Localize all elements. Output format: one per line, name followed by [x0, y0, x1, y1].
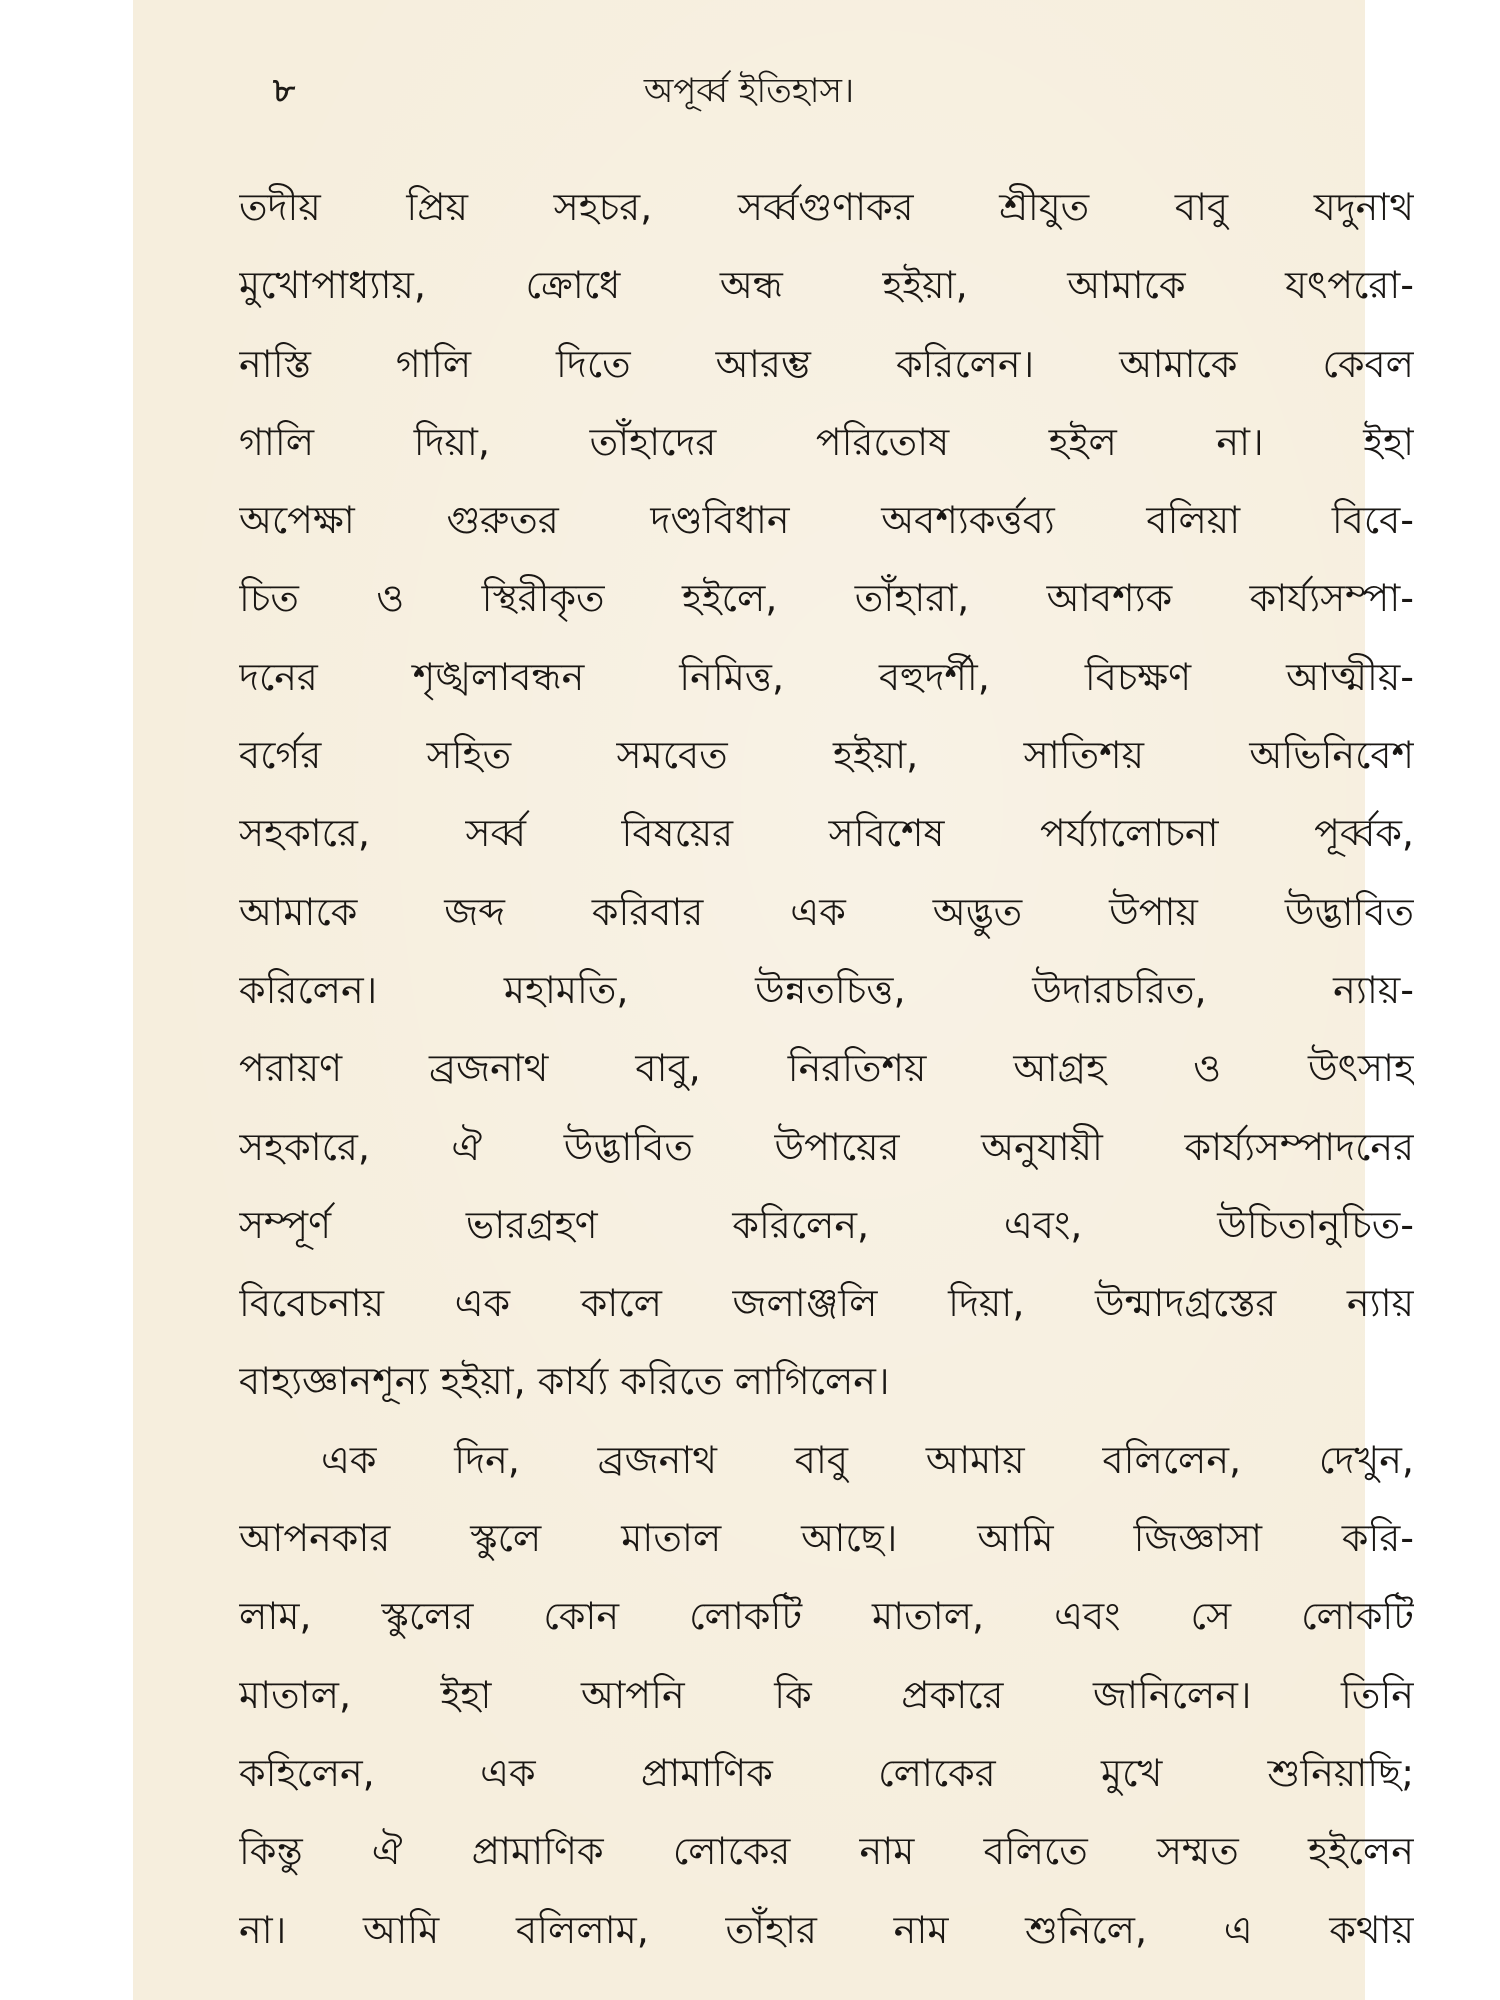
text-line: কহিলেন, এক প্রামাণিক লোকের মুখে শুনিয়াছি; [239, 1750, 1414, 1795]
text-line: বাহ্যজ্ঞানশূন্য হইয়া, কার্য্য করিতে লাগিলেন। [239, 1359, 890, 1404]
text-line: অপেক্ষা গুরুতর দণ্ডবিধান অবশ্যকর্ত্তব্য বলিয়া বিবে- [239, 498, 1414, 543]
text-line: বিবেচনায় এক কালে জলাঞ্জলি দিয়া, উন্মাদগ্রস্তের ন্যায় [239, 1281, 1414, 1326]
text-line: লাম, স্কুলের কোন লোকটি মাতাল, এবং সে লোকটি [239, 1594, 1414, 1639]
text-line: চিত ও স্থিরীকৃত হইলে, তাঁহারা, আবশ্যক কার্য্যসম্পা- [239, 576, 1414, 621]
paragraph-start-line: এক দিন, ব্রজনাথ বাবু আমায় বলিলেন, দেখুন, [321, 1437, 1414, 1482]
text-line: করিলেন। মহামতি, উন্নতচিত্ত, উদারচরিত, ন্যায়- [239, 967, 1414, 1012]
book-page [133, 0, 1414, 2000]
text-line: নাস্তি গালি দিতে আরম্ভ করিলেন। আমাকে কেবল [239, 341, 1414, 386]
text-line: না। আমি বলিলাম, তাঁহার নাম শুনিলে, এ কথায় [239, 1907, 1414, 1952]
text-line: আমাকে জব্দ করিবার এক অদ্ভুত উপায় উদ্ভাবিত [239, 889, 1414, 934]
text-line: মাতাল, ইহা আপনি কি প্রকারে জানিলেন। তিনি [239, 1672, 1414, 1717]
text-line: সহকারে, ঐ উদ্ভাবিত উপায়ের অনুযায়ী কার্য্যসম্পাদনের [239, 1124, 1414, 1169]
text-line: গালি দিয়া, তাঁহাদের পরিতোষ হইল না। ইহা [239, 419, 1414, 464]
text-line: সহকারে, সর্ব্ব বিষয়ের সবিশেষ পর্য্যালোচনা পূর্ব্বক, [239, 811, 1414, 856]
text-line: তদীয় প্রিয় সহচর, সর্ব্বগুণাকর শ্রীযুত বাবু যদুনাথ [239, 185, 1414, 229]
text-line: বর্গের সহিত সমবেত হইয়া, সাতিশয় অভিনিবেশ [239, 733, 1414, 778]
running-title: অপূর্ব্ব ইতিহাস। [643, 71, 855, 111]
text-line: কিন্তু ঐ প্রামাণিক লোকের নাম বলিতে সম্মত হইলেন [239, 1829, 1414, 1874]
page-number: ৮ [273, 71, 296, 111]
text-line: সম্পূর্ণ ভারগ্রহণ করিলেন, এবং, উচিতানুচিত- [239, 1202, 1414, 1247]
page-header [133, 65, 1365, 125]
text-line: দনের শৃঙ্খলাবন্ধন নিমিত্ত, বহুদর্শী, বিচক্ষণ আত্মীয়- [239, 654, 1414, 699]
body-text [239, 168, 1414, 1969]
text-line: মুখোপাধ্যায়, ক্রোধে অন্ধ হইয়া, আমাকে যৎপরো- [239, 263, 1414, 308]
text-line: পরায়ণ ব্রজনাথ বাবু, নিরতিশয় আগ্রহ ও উৎসাহ [239, 1046, 1414, 1091]
text-line: আপনকার স্কুলে মাতাল আছে। আমি জিজ্ঞাসা করি- [239, 1516, 1414, 1561]
